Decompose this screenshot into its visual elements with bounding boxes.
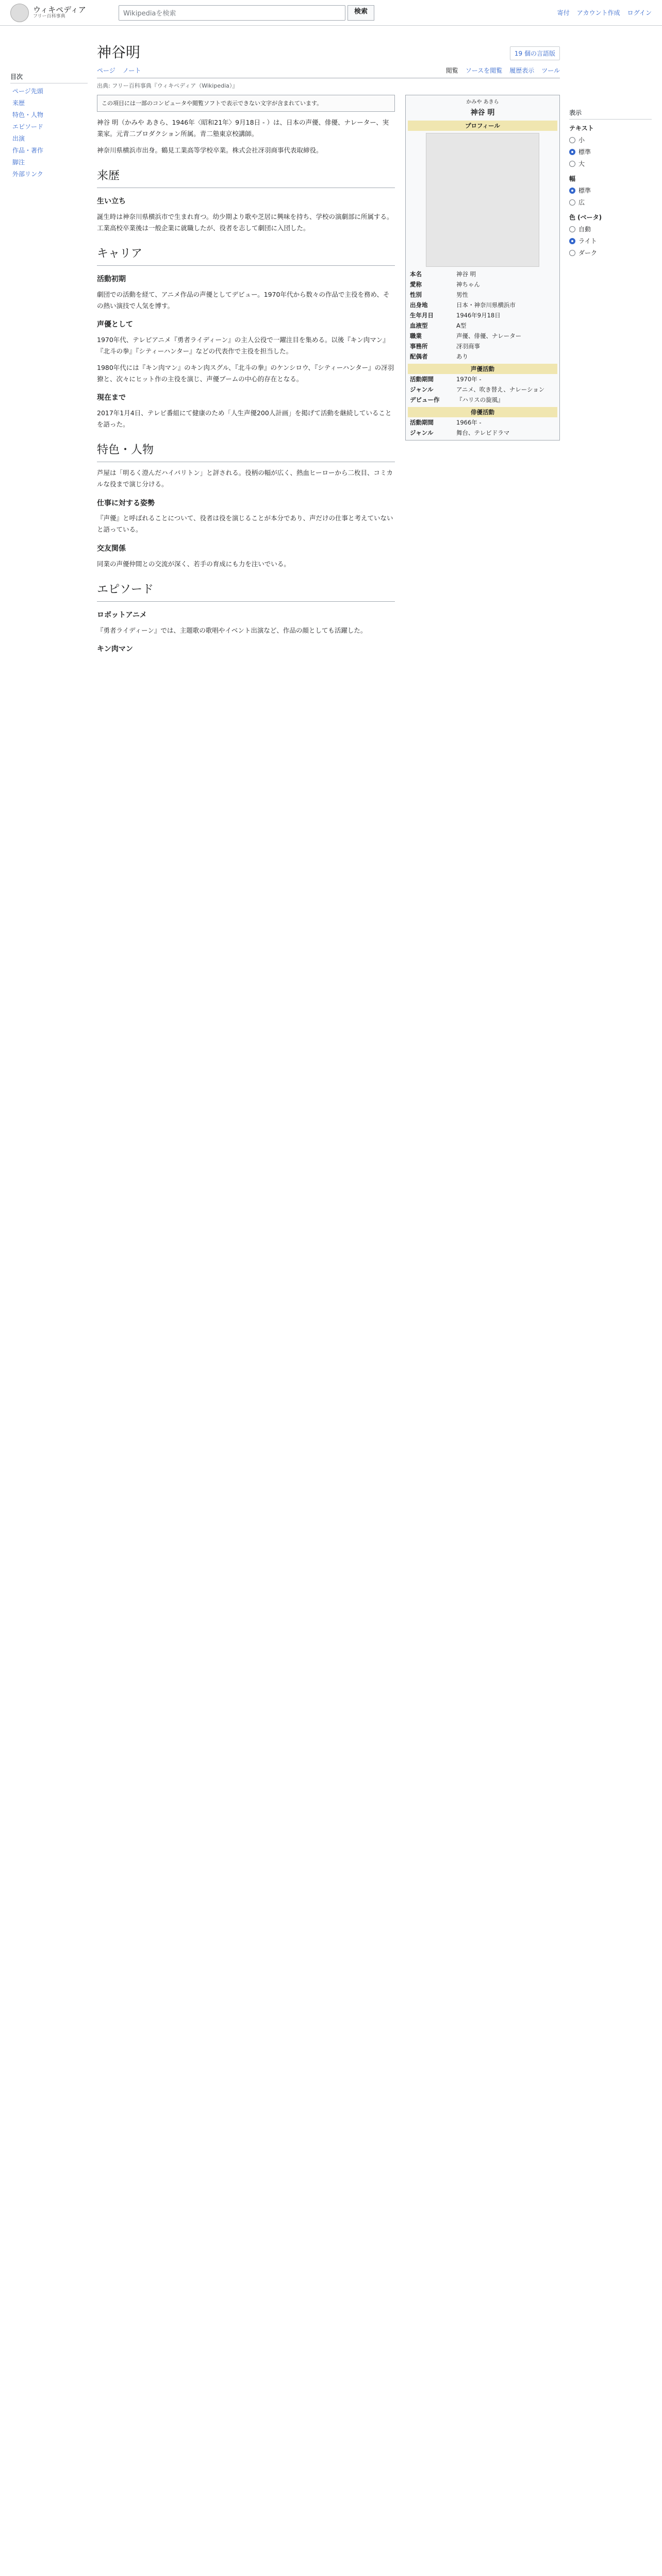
color-light[interactable]: ライト	[569, 236, 652, 245]
section-heading: エピソード	[97, 580, 395, 602]
site-logo[interactable]	[10, 4, 108, 22]
language-button[interactable]: 19 個の言語版	[510, 46, 560, 60]
infobox-section: プロフィール	[408, 121, 557, 131]
site-header	[0, 0, 662, 26]
tab-read[interactable]: 閲覧	[445, 67, 458, 74]
create-account-link[interactable]: アカウント作成	[576, 9, 620, 16]
infobox-row: 生年月日 1946年9月18日	[410, 312, 501, 319]
toc-item[interactable]: ページ先頭	[12, 88, 43, 95]
infobox-row: デビュー作 『ハリスの旋風』	[410, 396, 504, 403]
search-area	[119, 5, 374, 21]
paragraph: 『勇者ライディーン』では、主題歌の歌唱やイベント出演など、作品の顔としても活躍した。	[97, 626, 367, 634]
infobox	[405, 95, 560, 440]
appearance-sidebar	[569, 26, 652, 659]
radio-icon	[569, 199, 575, 206]
subsection-heading: 仕事に対する姿勢	[97, 499, 155, 507]
infobox-row: 愛称 神ちゃん	[410, 281, 480, 288]
paragraph: 誕生時は神奈川県横浜市で生まれ育つ。幼少期より歌や芝居に興味を持ち、学校の演劇部に所属する。工業高校卒業後は一般企業に就職したが、役者を志して劇団に入団した。	[97, 212, 393, 232]
radio-icon	[569, 226, 575, 232]
notice-box: この項目には一部のコンピュータや閲覧ソフトで表示できない文字が含まれています。	[97, 95, 395, 112]
paragraph: 1980年代には『キン肉マン』のキン肉スグル、『北斗の拳』のケンシロウ、『シティーハンター』の冴羽獠と、次々にヒット作の主役を演じ、声優ブームの中心的存在となる。	[97, 363, 394, 383]
radio-icon	[569, 250, 575, 256]
section-heading: キャリア	[97, 244, 395, 266]
subsection-heading: 生い立ち	[97, 197, 126, 206]
infobox-row: ジャンル アニメ、吹き替え、ナレーション	[410, 386, 545, 393]
section-heading: 来歴	[97, 166, 395, 189]
radio-icon	[569, 149, 575, 155]
tab-history[interactable]: 履歴表示	[509, 67, 535, 74]
portrait-image[interactable]	[426, 133, 539, 267]
search-input[interactable]: Wikipediaを検索	[119, 5, 345, 21]
infobox-row: 出身地 日本・神奈川県横浜市	[410, 301, 516, 309]
source-line: 出典: フリー百科事典『ウィキペディア（Wikipedia）』	[97, 82, 238, 89]
width-wide[interactable]: 広	[569, 198, 652, 207]
article-body	[97, 95, 395, 659]
toc-item[interactable]: 来歴	[12, 99, 25, 107]
infobox-row: 活動期間 1966年 -	[410, 419, 482, 426]
infobox-row: 活動期間 1970年 -	[410, 376, 482, 383]
paragraph: 芦屋は「明るく澄んだハイバリトン」と評される。役柄の幅が広く、熱血ヒーローから二枚目、コミカルな役まで演じ分ける。	[97, 469, 393, 488]
paragraph: 『声優』と呼ばれることについて、役者は役を演じることが本分であり、声だけの仕事と考えていないと語っている。	[97, 514, 393, 534]
toc-item[interactable]: エピソード	[12, 123, 44, 130]
infobox-kana: かみや あきら	[466, 99, 499, 105]
infobox-title: 神谷 明	[470, 109, 495, 117]
tab-tools[interactable]: ツール	[541, 67, 560, 74]
toc-sidebar	[10, 26, 88, 659]
radio-icon	[569, 238, 575, 244]
subsection-heading: キン肉マン	[97, 645, 133, 654]
paragraph: 2017年1月4日、テレビ番組にて健康のため「人生声優200人計画」を掲げて活動を継続していることを語った。	[97, 409, 392, 428]
width-standard[interactable]: 標準	[569, 186, 652, 195]
main-content	[88, 26, 569, 659]
text-size-small[interactable]: 小	[569, 135, 652, 144]
tab-view-source[interactable]: ソースを閲覧	[465, 67, 503, 74]
color-dark[interactable]: ダーク	[569, 248, 652, 257]
color-auto[interactable]: 自動	[569, 225, 652, 233]
subsection-heading: 交友関係	[97, 545, 126, 553]
intro-paragraph: 神谷 明（かみや あきら、1946年〈昭和21年〉9月18日 - ）は、日本の声優、俳優、ナレーター、実業家。元青二プロダクション所属。青二塾東京校講師。	[97, 118, 389, 138]
infobox-row: 血液型 A型	[410, 322, 467, 329]
intro-paragraph: 神奈川県横浜市出身。鶴見工業高等学校卒業。株式会社冴羽商事代表取締役。	[97, 146, 323, 154]
toc-item[interactable]: 出演	[12, 135, 25, 142]
section-heading: 特色・人物	[97, 440, 395, 463]
text-size-title: テキスト	[569, 125, 594, 132]
toc-item[interactable]: 外部リンク	[12, 171, 43, 178]
logo-title: ウィキペディア	[33, 5, 86, 15]
infobox-row: 事務所 冴羽商事	[410, 343, 480, 350]
subsection-heading: 現在まで	[97, 394, 126, 402]
paragraph: 1970年代、テレビアニメ『勇者ライディーン』の主人公役で一躍注目を集める。以後『キン肉マン』『北斗の拳』『シティーハンター』などの代表作で主役を担当した。	[97, 335, 389, 355]
infobox-row: 配偶者 あり	[410, 353, 468, 360]
paragraph: 劇団での活動を経て、アニメ作品の声優としてデビュー。1970年代から数々の作品で主役を務め、その熱い演技で人気を博す。	[97, 290, 390, 310]
text-size-standard[interactable]: 標準	[569, 147, 652, 156]
donate-link[interactable]: 寄付	[557, 9, 570, 16]
subsection-heading: 声優として	[97, 320, 133, 329]
radio-icon	[569, 161, 575, 167]
toc-item[interactable]: 作品・著作	[12, 147, 44, 154]
user-links	[557, 8, 652, 17]
infobox-section: 声優活動	[408, 364, 557, 374]
tab-page[interactable]: ページ	[97, 67, 115, 74]
subsection-heading: 活動初期	[97, 275, 126, 284]
paragraph: 同業の声優仲間との交流が深く、若手の育成にも力を注いでいる。	[97, 560, 290, 568]
subsection-heading: ロボットアニメ	[97, 611, 147, 619]
page-tabs	[97, 66, 560, 78]
toc-item[interactable]: 脚注	[12, 159, 25, 166]
appearance-title: 表示	[569, 108, 652, 120]
radio-icon	[569, 137, 575, 143]
radio-icon	[569, 188, 575, 194]
infobox-row: 本名 神谷 明	[410, 270, 476, 278]
toc-item[interactable]: 特色・人物	[12, 111, 44, 118]
infobox-row: 性別 男性	[410, 291, 468, 298]
tab-talk[interactable]: ノート	[122, 67, 141, 74]
search-button[interactable]: 検索	[347, 5, 374, 21]
login-link[interactable]: ログイン	[627, 9, 652, 16]
infobox-section: 俳優活動	[408, 407, 557, 417]
infobox-row: 職業 声優、俳優、ナレーター	[410, 332, 522, 340]
wikipedia-globe-icon	[10, 4, 29, 22]
text-size-large[interactable]: 大	[569, 159, 652, 168]
logo-subtitle: フリー百科事典	[33, 13, 65, 19]
infobox-row: ジャンル 舞台、テレビドラマ	[410, 429, 510, 436]
width-title: 幅	[569, 175, 576, 182]
toc-title: 目次	[10, 72, 88, 83]
color-title: 色 (ベータ)	[569, 214, 602, 221]
page-title: 神谷明	[97, 44, 141, 61]
